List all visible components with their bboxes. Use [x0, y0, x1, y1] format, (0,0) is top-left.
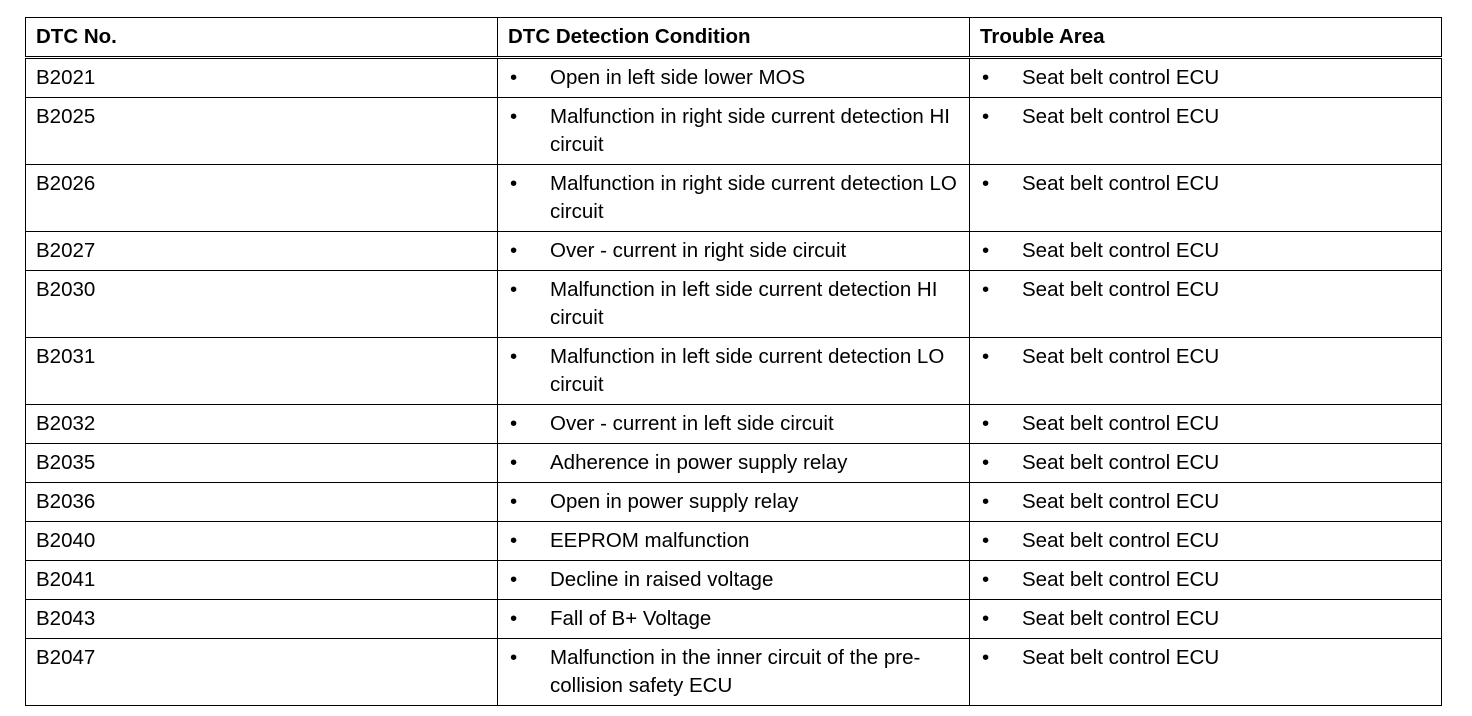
dtc-code: B2043 — [26, 600, 498, 639]
detection-condition-cell — [498, 444, 970, 483]
trouble-area-cell — [970, 165, 1442, 232]
detection-condition-text: EEPROM malfunction — [550, 529, 750, 552]
detection-condition-text: Fall of B+ Voltage — [550, 607, 712, 630]
table-row — [26, 165, 1442, 232]
bullet-icon: • — [982, 105, 990, 128]
detection-condition-text: Over - current in left side circuit — [550, 412, 834, 435]
trouble-area-text: Seat belt control ECU — [1022, 646, 1220, 669]
bullet-icon: • — [510, 278, 518, 301]
trouble-area-cell — [970, 483, 1442, 522]
table-row — [26, 522, 1442, 561]
detection-condition-text: Malfunction in right side current detection LO circuit — [550, 172, 957, 223]
detection-condition-cell — [498, 232, 970, 271]
bullet-icon: • — [510, 529, 518, 552]
header-trouble-area: Trouble Area — [970, 18, 1442, 58]
detection-condition-text: Malfunction in left side current detection LO circuit — [550, 345, 945, 396]
bullet-icon: • — [982, 412, 990, 435]
dtc-code: B2047 — [26, 639, 498, 706]
bullet-icon: • — [510, 607, 518, 630]
bullet-icon: • — [510, 412, 518, 435]
bullet-icon: • — [510, 172, 518, 195]
detection-condition-cell — [498, 522, 970, 561]
detection-condition-text: Adherence in power supply relay — [550, 451, 848, 474]
dtc-code: B2027 — [26, 232, 498, 271]
detection-condition-cell — [498, 639, 970, 706]
table-row — [26, 600, 1442, 639]
bullet-icon: • — [982, 345, 990, 368]
bullet-icon: • — [982, 239, 990, 262]
detection-condition-text: Malfunction in right side current detection HI circuit — [550, 105, 950, 156]
dtc-code: B2040 — [26, 522, 498, 561]
bullet-icon: • — [982, 66, 990, 89]
detection-condition-cell — [498, 405, 970, 444]
detection-condition-cell — [498, 271, 970, 338]
bullet-icon: • — [982, 646, 990, 669]
dtc-code: B2030 — [26, 271, 498, 338]
dtc-table — [25, 17, 1442, 706]
bullet-icon: • — [982, 490, 990, 513]
dtc-code: B2032 — [26, 405, 498, 444]
trouble-area-cell — [970, 522, 1442, 561]
dtc-code: B2026 — [26, 165, 498, 232]
trouble-area-text: Seat belt control ECU — [1022, 66, 1220, 89]
table-body — [26, 58, 1442, 706]
trouble-area-cell — [970, 405, 1442, 444]
bullet-icon: • — [982, 607, 990, 630]
trouble-area-text: Seat belt control ECU — [1022, 412, 1220, 435]
bullet-icon: • — [510, 451, 518, 474]
detection-condition-cell — [498, 600, 970, 639]
bullet-icon: • — [510, 345, 518, 368]
table-row — [26, 483, 1442, 522]
trouble-area-cell — [970, 58, 1442, 98]
table-row — [26, 338, 1442, 405]
header-detection-condition: DTC Detection Condition — [498, 18, 970, 58]
bullet-icon: • — [510, 66, 518, 89]
trouble-area-text: Seat belt control ECU — [1022, 607, 1220, 630]
trouble-area-cell — [970, 98, 1442, 165]
trouble-area-cell — [970, 338, 1442, 405]
trouble-area-cell — [970, 561, 1442, 600]
dtc-code: B2031 — [26, 338, 498, 405]
table-row — [26, 58, 1442, 98]
trouble-area-text: Seat belt control ECU — [1022, 172, 1220, 195]
trouble-area-text: Seat belt control ECU — [1022, 568, 1220, 591]
bullet-icon: • — [982, 529, 990, 552]
trouble-area-text: Seat belt control ECU — [1022, 345, 1220, 368]
table-row — [26, 444, 1442, 483]
detection-condition-cell — [498, 165, 970, 232]
detection-condition-cell — [498, 98, 970, 165]
trouble-area-cell — [970, 600, 1442, 639]
dtc-code: B2035 — [26, 444, 498, 483]
dtc-code: B2041 — [26, 561, 498, 600]
detection-condition-cell — [498, 561, 970, 600]
trouble-area-cell — [970, 271, 1442, 338]
detection-condition-text: Decline in raised voltage — [550, 568, 774, 591]
bullet-icon: • — [982, 568, 990, 591]
table-row — [26, 271, 1442, 338]
detection-condition-text: Malfunction in the inner circuit of the pre-collision safety ECU — [550, 646, 921, 697]
bullet-icon: • — [982, 172, 990, 195]
bullet-icon: • — [510, 490, 518, 513]
trouble-area-text: Seat belt control ECU — [1022, 451, 1220, 474]
detection-condition-cell — [498, 483, 970, 522]
trouble-area-cell — [970, 639, 1442, 706]
detection-condition-cell — [498, 58, 970, 98]
table-row — [26, 639, 1442, 706]
trouble-area-text: Seat belt control ECU — [1022, 529, 1220, 552]
trouble-area-text: Seat belt control ECU — [1022, 278, 1220, 301]
detection-condition-text: Open in left side lower MOS — [550, 66, 806, 89]
detection-condition-text: Malfunction in left side current detection HI circuit — [550, 278, 938, 329]
detection-condition-text: Open in power supply relay — [550, 490, 799, 513]
table-row — [26, 98, 1442, 165]
bullet-icon: • — [982, 278, 990, 301]
bullet-icon: • — [510, 568, 518, 591]
bullet-icon: • — [510, 105, 518, 128]
trouble-area-text: Seat belt control ECU — [1022, 239, 1220, 262]
trouble-area-cell — [970, 232, 1442, 271]
bullet-icon: • — [510, 239, 518, 262]
table-row — [26, 232, 1442, 271]
header-dtc-no: DTC No. — [26, 18, 498, 58]
bullet-icon: • — [982, 451, 990, 474]
dtc-code: B2021 — [26, 58, 498, 98]
detection-condition-text: Over - current in right side circuit — [550, 239, 847, 262]
dtc-code: B2025 — [26, 98, 498, 165]
table-row — [26, 405, 1442, 444]
header-row — [26, 18, 1442, 58]
bullet-icon: • — [510, 646, 518, 669]
table-row — [26, 561, 1442, 600]
trouble-area-cell — [970, 444, 1442, 483]
trouble-area-text: Seat belt control ECU — [1022, 490, 1220, 513]
detection-condition-cell — [498, 338, 970, 405]
dtc-code: B2036 — [26, 483, 498, 522]
trouble-area-text: Seat belt control ECU — [1022, 105, 1220, 128]
